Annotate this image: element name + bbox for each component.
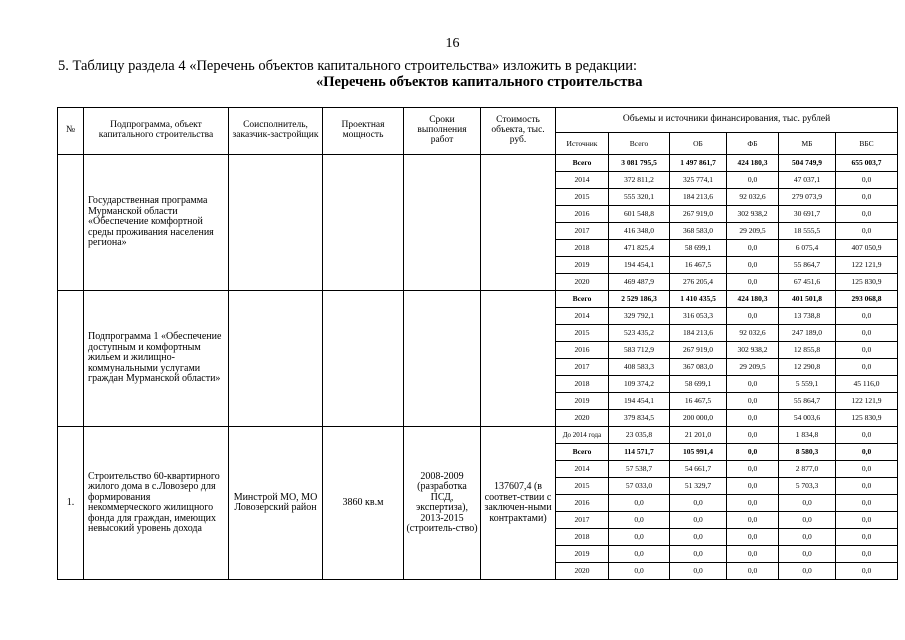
cell-ob: 0,0 (670, 563, 727, 580)
header-fb: ФБ (727, 133, 779, 155)
cell-total: 523 435,2 (609, 325, 670, 342)
cell-total: 329 792,1 (609, 308, 670, 325)
cell-ob: 1 410 435,5 (670, 291, 727, 308)
cell-mb: 2 877,0 (779, 461, 836, 478)
cell-vbs: 0,0 (836, 461, 898, 478)
object-number (58, 155, 84, 291)
cell-total: 555 320,1 (609, 189, 670, 206)
cell-fb: 0,0 (727, 461, 779, 478)
cell-vbs: 655 003,7 (836, 155, 898, 172)
object-coexecutor (229, 155, 323, 291)
header-cost: Стоимость объекта, тыс. руб. (481, 108, 556, 155)
row-source: Всего (556, 155, 609, 172)
cell-mb: 504 749,9 (779, 155, 836, 172)
cell-ob: 184 213,6 (670, 325, 727, 342)
cell-fb: 0,0 (727, 546, 779, 563)
cell-mb: 0,0 (779, 546, 836, 563)
cell-total: 194 454,1 (609, 393, 670, 410)
cell-fb: 0,0 (727, 240, 779, 257)
cell-total: 114 571,7 (609, 444, 670, 461)
cell-vbs: 0,0 (836, 325, 898, 342)
cell-vbs: 0,0 (836, 172, 898, 189)
row-source: 2014 (556, 308, 609, 325)
row-source: 2020 (556, 274, 609, 291)
row-source: 2017 (556, 512, 609, 529)
row-source: 2020 (556, 563, 609, 580)
row-source: Всего (556, 444, 609, 461)
cell-vbs: 293 068,8 (836, 291, 898, 308)
cell-ob: 105 991,4 (670, 444, 727, 461)
cell-vbs: 0,0 (836, 308, 898, 325)
row-source: 2014 (556, 461, 609, 478)
cell-total: 416 348,0 (609, 223, 670, 240)
cell-mb: 247 189,0 (779, 325, 836, 342)
cell-total: 23 035,8 (609, 427, 670, 444)
cell-ob: 267 919,0 (670, 342, 727, 359)
cell-mb: 12 290,8 (779, 359, 836, 376)
cell-fb: 302 938,2 (727, 206, 779, 223)
row-source: 2019 (556, 546, 609, 563)
cell-ob: 367 083,0 (670, 359, 727, 376)
cell-ob: 16 467,5 (670, 393, 727, 410)
cell-mb: 5 559,1 (779, 376, 836, 393)
cell-fb: 0,0 (727, 172, 779, 189)
cell-total: 0,0 (609, 546, 670, 563)
cell-fb: 424 180,3 (727, 155, 779, 172)
cell-total: 372 811,2 (609, 172, 670, 189)
cell-total: 109 374,2 (609, 376, 670, 393)
cell-total: 408 583,3 (609, 359, 670, 376)
table-heading: «Перечень объектов капитального строительства (316, 74, 643, 90)
cell-total: 2 529 186,3 (609, 291, 670, 308)
cell-mb: 0,0 (779, 495, 836, 512)
cell-ob: 267 919,0 (670, 206, 727, 223)
cell-ob: 0,0 (670, 512, 727, 529)
cell-ob: 200 000,0 (670, 410, 727, 427)
cell-ob: 0,0 (670, 495, 727, 512)
cell-mb: 30 691,7 (779, 206, 836, 223)
row-source: 2015 (556, 478, 609, 495)
cell-ob: 54 661,7 (670, 461, 727, 478)
header-ob: ОБ (670, 133, 727, 155)
cell-total: 3 081 795,5 (609, 155, 670, 172)
cell-ob: 51 329,7 (670, 478, 727, 495)
cell-ob: 21 201,0 (670, 427, 727, 444)
header-funding: Объемы и источники финансирования, тыс. рублей (556, 108, 898, 133)
cell-total: 0,0 (609, 495, 670, 512)
row-source: 2015 (556, 189, 609, 206)
row-source: 2017 (556, 359, 609, 376)
cell-total: 379 834,5 (609, 410, 670, 427)
cell-mb: 13 738,8 (779, 308, 836, 325)
object-cost: 137607,4 (в соответ-ствии с заключен-ными контрактами) (481, 427, 556, 580)
object-capacity (323, 155, 404, 291)
cell-vbs: 125 830,9 (836, 410, 898, 427)
cell-ob: 316 053,3 (670, 308, 727, 325)
cell-ob: 58 699,1 (670, 240, 727, 257)
header-capacity: Проектная мощность (323, 108, 404, 155)
cell-ob: 16 467,5 (670, 257, 727, 274)
object-number (58, 291, 84, 427)
cell-vbs: 45 116,0 (836, 376, 898, 393)
cell-mb: 55 864,7 (779, 393, 836, 410)
cell-vbs: 0,0 (836, 563, 898, 580)
header-vbs: ВБС (836, 133, 898, 155)
cell-vbs: 0,0 (836, 359, 898, 376)
object-cost (481, 155, 556, 291)
cell-ob: 0,0 (670, 529, 727, 546)
table-row (58, 155, 898, 172)
page-number: 16 (445, 36, 460, 51)
cell-vbs: 407 050,9 (836, 240, 898, 257)
cell-fb: 0,0 (727, 495, 779, 512)
cell-mb: 12 855,8 (779, 342, 836, 359)
cell-ob: 184 213,6 (670, 189, 727, 206)
object-terms (404, 155, 481, 291)
cell-total: 0,0 (609, 512, 670, 529)
cell-total: 194 454,1 (609, 257, 670, 274)
row-source: 2019 (556, 393, 609, 410)
table-row (58, 291, 898, 308)
cell-mb: 5 703,3 (779, 478, 836, 495)
object-capacity (323, 291, 404, 427)
cell-mb: 0,0 (779, 529, 836, 546)
cell-total: 57 033,0 (609, 478, 670, 495)
cell-ob: 1 497 861,7 (670, 155, 727, 172)
cell-fb: 0,0 (727, 274, 779, 291)
cell-ob: 325 774,1 (670, 172, 727, 189)
row-source: До 2014 года (556, 427, 609, 444)
row-source: 2019 (556, 257, 609, 274)
cell-vbs: 0,0 (836, 444, 898, 461)
cell-ob: 276 205,4 (670, 274, 727, 291)
row-source: 2017 (556, 223, 609, 240)
cell-fb: 0,0 (727, 478, 779, 495)
row-source: 2018 (556, 240, 609, 257)
object-terms (404, 291, 481, 427)
cell-mb: 6 075,4 (779, 240, 836, 257)
header-source: Источник (556, 133, 609, 155)
row-source: 2014 (556, 172, 609, 189)
cell-fb: 92 032,6 (727, 325, 779, 342)
header-coexecutor: Соисполнитель, заказчик-застройщик (229, 108, 323, 155)
cell-mb: 0,0 (779, 563, 836, 580)
cell-ob: 368 583,0 (670, 223, 727, 240)
cell-fb: 0,0 (727, 512, 779, 529)
cell-fb: 0,0 (727, 308, 779, 325)
cell-vbs: 0,0 (836, 342, 898, 359)
cell-vbs: 0,0 (836, 478, 898, 495)
cell-ob: 0,0 (670, 546, 727, 563)
cell-fb: 0,0 (727, 563, 779, 580)
row-source: 2016 (556, 342, 609, 359)
row-source: 2020 (556, 410, 609, 427)
cell-mb: 8 580,3 (779, 444, 836, 461)
row-source: 2018 (556, 529, 609, 546)
cell-vbs: 0,0 (836, 529, 898, 546)
cell-total: 471 825,4 (609, 240, 670, 257)
object-coexecutor: Минстрой МО, МО Ловозерский район (229, 427, 323, 580)
row-source: 2016 (556, 495, 609, 512)
object-terms: 2008-2009 (разработка ПСД, экспертиза), 2013-2015 (строитель-ство) (404, 427, 481, 580)
cell-vbs: 0,0 (836, 189, 898, 206)
cell-ob: 58 699,1 (670, 376, 727, 393)
cell-fb: 0,0 (727, 529, 779, 546)
cell-vbs: 0,0 (836, 546, 898, 563)
object-name: Подпрограмма 1 «Обеспечение доступным и комфортным жильем и жилищно-коммунальными услугами граждан Мурманской области» (84, 291, 229, 427)
cell-fb: 0,0 (727, 410, 779, 427)
cell-mb: 47 037,1 (779, 172, 836, 189)
cell-mb: 1 834,8 (779, 427, 836, 444)
header-subprogram: Подпрограмма, объект капитального строительства (84, 108, 229, 155)
cell-mb: 55 864,7 (779, 257, 836, 274)
header-mb: МБ (779, 133, 836, 155)
row-source: 2016 (556, 206, 609, 223)
cell-fb: 29 209,5 (727, 223, 779, 240)
cell-fb: 29 209,5 (727, 359, 779, 376)
cell-total: 0,0 (609, 529, 670, 546)
table-row (58, 427, 898, 444)
cell-mb: 279 073,9 (779, 189, 836, 206)
object-coexecutor (229, 291, 323, 427)
cell-vbs: 0,0 (836, 206, 898, 223)
cell-vbs: 0,0 (836, 512, 898, 529)
cell-vbs: 0,0 (836, 223, 898, 240)
cell-vbs: 122 121,9 (836, 393, 898, 410)
cell-total: 469 487,9 (609, 274, 670, 291)
row-source: 2015 (556, 325, 609, 342)
cell-fb: 0,0 (727, 427, 779, 444)
row-source: Всего (556, 291, 609, 308)
cell-mb: 0,0 (779, 512, 836, 529)
cell-total: 57 538,7 (609, 461, 670, 478)
object-number: 1. (58, 427, 84, 580)
cell-fb: 302 938,2 (727, 342, 779, 359)
cell-total: 583 712,9 (609, 342, 670, 359)
object-cost (481, 291, 556, 427)
header-terms: Сроки выполнения работ (404, 108, 481, 155)
intro-paragraph: 5. Таблицу раздела 4 «Перечень объектов капитального строительства» изложить в редакции: (58, 58, 637, 74)
cell-fb: 424 180,3 (727, 291, 779, 308)
cell-fb: 0,0 (727, 376, 779, 393)
row-source: 2018 (556, 376, 609, 393)
cell-vbs: 0,0 (836, 427, 898, 444)
object-name: Государственная программа Мурманской области «Обеспечение комфортной среды проживания населения региона» (84, 155, 229, 291)
cell-mb: 67 451,6 (779, 274, 836, 291)
cell-fb: 0,0 (727, 444, 779, 461)
cell-vbs: 0,0 (836, 495, 898, 512)
cell-mb: 401 501,8 (779, 291, 836, 308)
cell-vbs: 125 830,9 (836, 274, 898, 291)
cell-total: 601 548,8 (609, 206, 670, 223)
header-total: Всего (609, 133, 670, 155)
header-no: № (58, 108, 84, 155)
object-name: Строительство 60-квартирного жилого дома в с.Ловозеро для формирования некоммерческого жилищного фонда для граждан, имеющих невысокий уровень дохода (84, 427, 229, 580)
cell-vbs: 122 121,9 (836, 257, 898, 274)
capital-construction-table (57, 107, 898, 580)
cell-mb: 54 003,6 (779, 410, 836, 427)
cell-total: 0,0 (609, 563, 670, 580)
cell-fb: 0,0 (727, 257, 779, 274)
cell-fb: 92 032,6 (727, 189, 779, 206)
object-capacity: 3860 кв.м (323, 427, 404, 580)
cell-fb: 0,0 (727, 393, 779, 410)
cell-mb: 18 555,5 (779, 223, 836, 240)
